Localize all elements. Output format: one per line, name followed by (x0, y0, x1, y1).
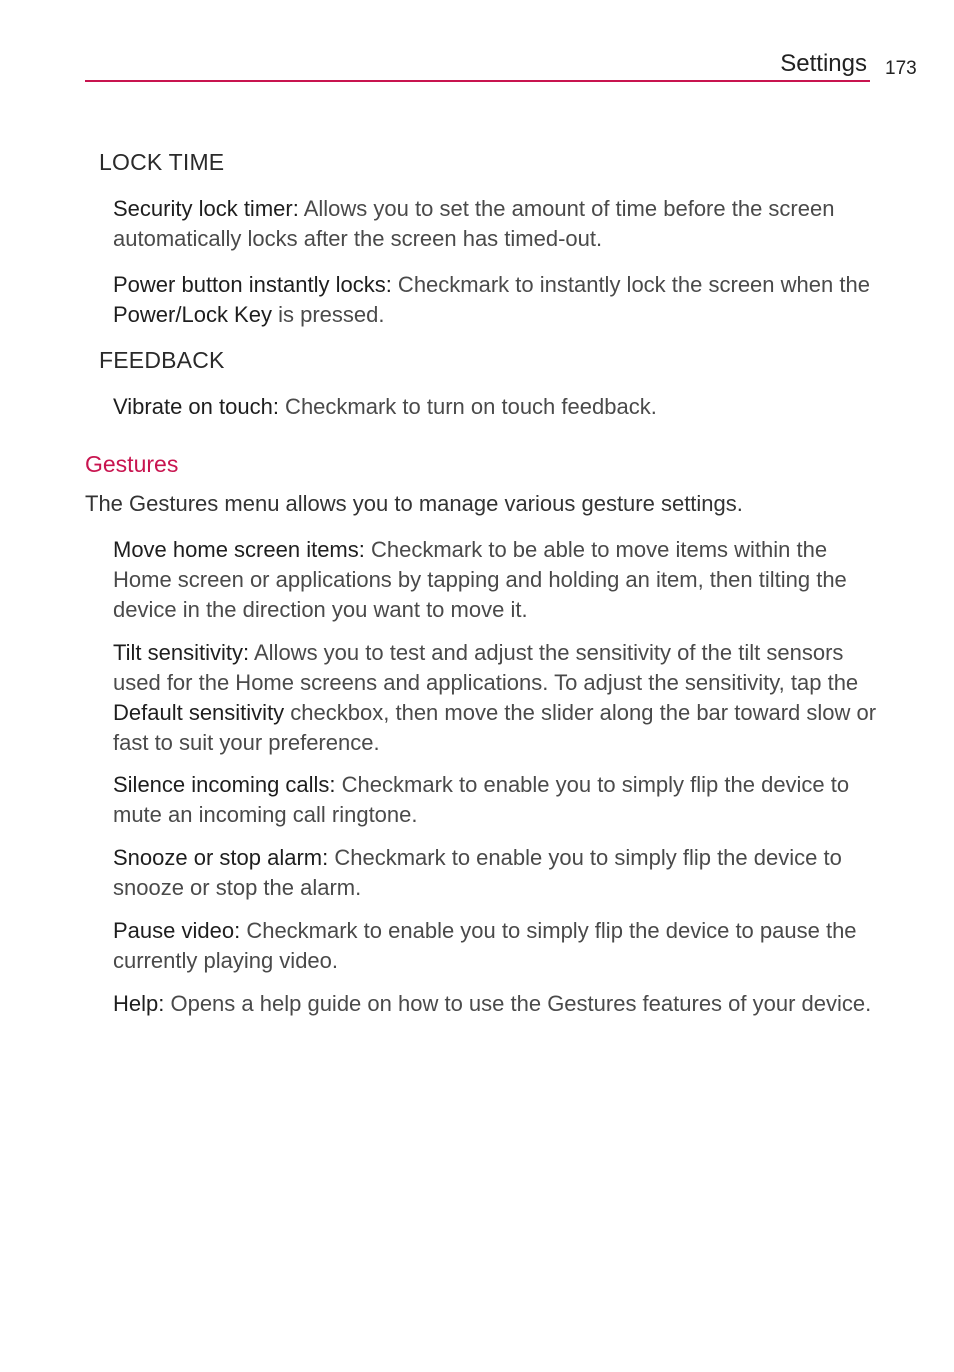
power-button-locks-item (113, 270, 878, 330)
vibrate-on-touch-text: Checkmark to turn on touch feedback. (278, 394, 657, 419)
tilt-sensitivity-term: Tilt sensitivity: (113, 640, 250, 665)
help-item (113, 989, 878, 1019)
move-home-screen-items-item (113, 535, 878, 625)
power-button-locks-text-b: is pressed. (271, 302, 385, 327)
power-button-locks-term: Power button instantly locks: (113, 272, 392, 297)
pause-video-term: Pause video: (113, 918, 241, 943)
feedback-heading: FEEDBACK (99, 347, 225, 373)
power-lock-key-label: Power/Lock Key (113, 302, 272, 327)
security-lock-timer-text: Allows you to set the amount of time before the screen automatically locks after the screen has timed-out. (113, 196, 835, 251)
header-divider (85, 80, 870, 82)
security-lock-timer-item (113, 194, 878, 254)
tilt-sensitivity-text-b: checkbox, then move the slider along the bar toward slow or fast to suit your preference. (113, 700, 877, 755)
page-number: 173 (885, 58, 917, 79)
tilt-sensitivity-item (113, 638, 878, 758)
power-button-locks-text-a: Checkmark to instantly lock the screen when the (391, 272, 870, 297)
gestures-heading: Gestures (85, 451, 179, 477)
snooze-or-stop-alarm-item (113, 843, 878, 903)
silence-incoming-calls-text: Checkmark to enable you to simply flip the device to mute an incoming call ringtone. (113, 772, 850, 827)
snooze-or-stop-alarm-text: Checkmark to enable you to simply flip the device to snooze or stop the alarm. (113, 845, 842, 900)
vibrate-on-touch-term: Vibrate on touch: (113, 394, 279, 419)
move-home-screen-items-text: Checkmark to be able to move items within the Home screen or applications by tapping and holding an item, then tilting the device in the direction you want to move it. (113, 537, 847, 622)
security-lock-timer-term: Security lock timer: (113, 196, 299, 221)
help-term: Help: (113, 991, 165, 1016)
gestures-intro: The Gestures menu allows you to manage various gesture settings. (85, 491, 743, 516)
silence-incoming-calls-term: Silence incoming calls: (113, 772, 336, 797)
pause-video-text: Checkmark to enable you to simply flip the device to pause the currently playing video. (113, 918, 857, 973)
silence-incoming-calls-item (113, 770, 878, 830)
pause-video-item (113, 916, 878, 976)
tilt-sensitivity-text-a: Allows you to test and adjust the sensitivity of the tilt sensors used for the Home screens and applications. To adjust the sensitivity, tap the (113, 640, 859, 695)
default-sensitivity-label: Default sensitivity (113, 700, 285, 725)
vibrate-on-touch-item (113, 392, 878, 422)
snooze-or-stop-alarm-term: Snooze or stop alarm: (113, 845, 329, 870)
lock-time-heading: LOCK TIME (99, 149, 225, 175)
page-header-title: Settings (780, 50, 867, 77)
move-home-screen-items-term: Move home screen items: (113, 537, 365, 562)
help-text: Opens a help guide on how to use the Gestures features of your device. (164, 991, 872, 1016)
